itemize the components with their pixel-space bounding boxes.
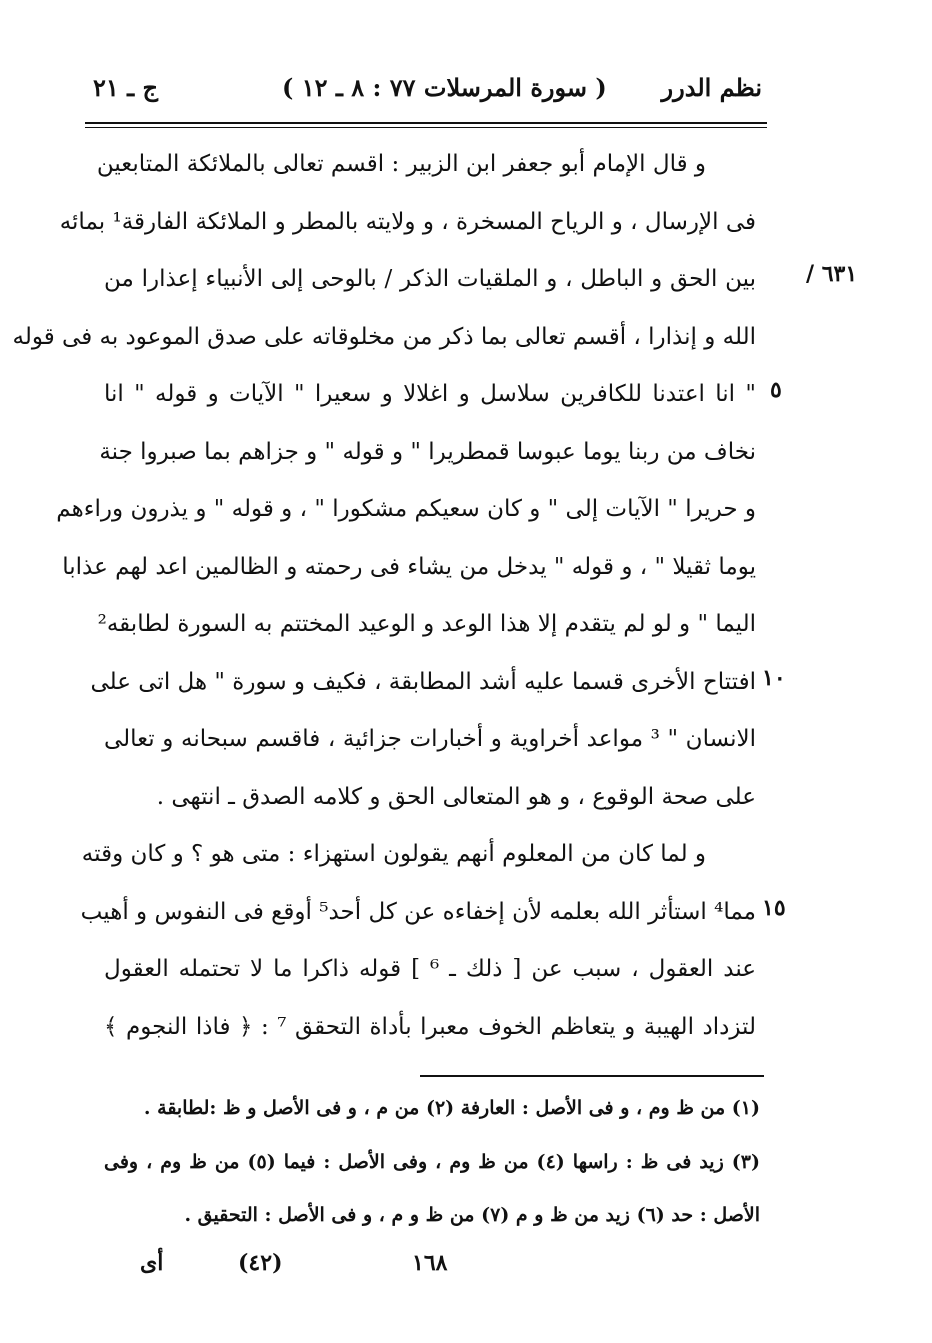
running-head-sura-reference: ( سورة المرسلات ٧٧ : ٨ ـ ١٢ ) bbox=[282, 73, 607, 102]
footnote-line: (١) من ظ وم ، و فى الأصل : العارفة (٢) من م ، و فى الأصل و ظ :لطابقة . bbox=[143, 1097, 760, 1119]
footnote-rule bbox=[420, 1075, 764, 1077]
text-line: " انا اعتدنا للكافرين سلاسل و اغلالا و سعيرا " الآيات و قوله " انا bbox=[104, 381, 756, 407]
catchword: أى bbox=[140, 1250, 164, 1276]
text-line: يوما ثقيلا " ، و قوله " يدخل من يشاء فى رحمته و الظالمين اعد لهم عذابا bbox=[62, 553, 756, 580]
header-rule-thin bbox=[85, 127, 767, 128]
margin-manuscript-page: ٦٣١ / bbox=[806, 261, 858, 287]
main-text bbox=[12, 136, 757, 1056]
text-line: و لما كان من المعلوم أنهم يقولون استهزاء : متى هو ؟ و كان وقته bbox=[81, 841, 706, 867]
text-line: الله و إنذارا ، أقسم تعالى بما ذكر من مخلوقاته على صدق الموعود به فى قوله bbox=[12, 323, 756, 350]
text-line: مما⁴ استأثر الله بعلمه لأن إخفاءه عن كل أحد⁵ أوقع فى النفوس و أهيب bbox=[80, 898, 756, 925]
margin-line-number-10: ١٠ bbox=[762, 665, 786, 691]
text-line: افتتاح الأخرى قسما عليه أشد المطابقة ، فكيف و سورة " هل اتى على bbox=[90, 668, 756, 695]
text-line: بين الحق و الباطل ، و الملقيات الذكر / بالوحى إلى الأنبياء إعذارا من bbox=[104, 266, 756, 292]
footnote-line: الأصل : حد (٦) زيد من ظ و م (٧) من ظ و م ، و فى الأصل : التحقيق . bbox=[184, 1204, 760, 1226]
signature-mark: (٤٢) bbox=[238, 1250, 283, 1276]
text-line: اليما " و لو لم يتقدم إلا هذا الوعد و الوعيد المختتم به السورة لطابقه² bbox=[97, 611, 756, 637]
text-line: عند العقول ، سبب عن [ ذلك ـ ⁶ ] قوله ذاكرا ما لا تحتمله العقول bbox=[104, 956, 757, 982]
running-head-part-number: ج ـ ٢١ bbox=[93, 73, 159, 102]
text-line: الانسان " ³ مواعد أخراوية و أخبارات جزائية ، فاقسم سبحانه و تعالى bbox=[104, 726, 756, 752]
margin-line-number-15: ١٥ bbox=[762, 895, 786, 921]
page-number: ١٦٨ bbox=[412, 1250, 448, 1276]
footnote-line: (٣) زيد فى ظ : راسها (٤) من ظ وم ، وفى الأصل : فيما (٥) من ظ وم ، وفى bbox=[104, 1151, 760, 1173]
text-line: و حريرا " الآيات إلى " و كان سعيكم مشكورا " ، و قوله " و يذرون وراءهم bbox=[56, 496, 756, 522]
text-line: على صحة الوقوع ، و هو المتعالى الحق و كلامه الصدق ـ انتهى . bbox=[156, 783, 756, 810]
text-line: نخاف من ربنا يوما عبوسا قمطريرا " و قوله " و جزاهم بما صبروا جنة bbox=[99, 438, 756, 465]
running-head-book-title: نظم الدرر bbox=[661, 73, 762, 102]
text-line: لتزداد الهيبة و يتعاظم الخوف معبرا بأداة التحقق ⁷ : ﴿ فاذا النجوم ﴾ bbox=[104, 1013, 756, 1040]
margin-line-number-5: ٥ bbox=[770, 377, 782, 403]
header-rule bbox=[85, 122, 767, 124]
text-line: و قال الإمام أبو جعفر ابن الزبير : اقسم تعالى بالملائكة المتابعين bbox=[96, 151, 706, 177]
text-line: فى الإرسال ، و الرياح المسخرة ، و ولايته بالمطر و الملائكة الفارقة¹ بمائه bbox=[59, 208, 756, 235]
